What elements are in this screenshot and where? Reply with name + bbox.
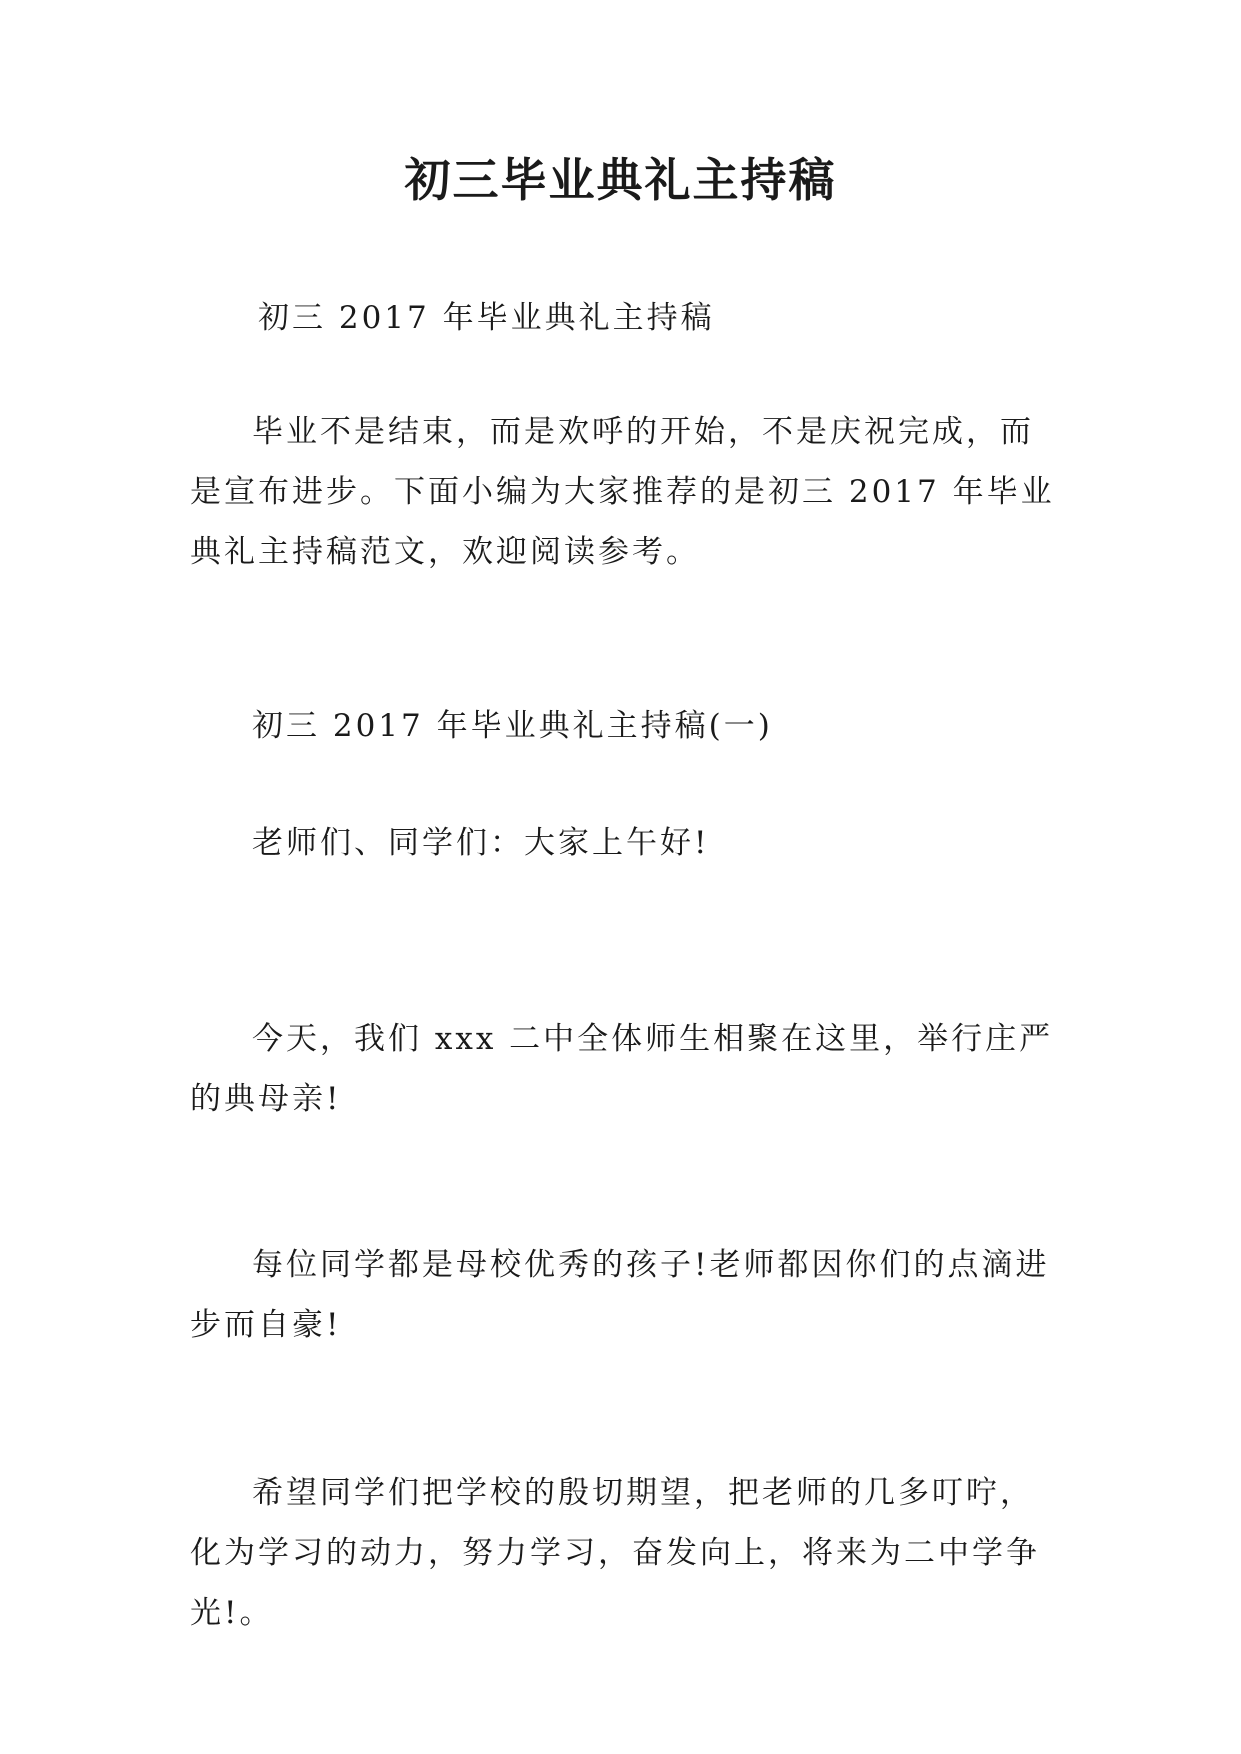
paragraph-hope: 希望同学们把学校的殷切期望，把老师的几多叮咛，化为学习的动力，努力学习，奋发向上，将来为二中学争光!。 <box>190 1475 1040 1631</box>
paragraph-intro: 毕业不是结束，而是欢呼的开始，不是庆祝完成，而是宣布进步。下面小编为大家推荐的是初三 2017 年毕业典礼主持稿范文，欢迎阅读参考。 <box>190 414 1055 570</box>
document-title: 初三毕业典礼主持稿 <box>404 153 837 207</box>
section-heading: 初三 2017 年毕业典礼主持稿(一) <box>252 708 773 744</box>
paragraph-students: 每位同学都是母校优秀的孩子!老师都因你们的点滴进步而自豪! <box>190 1247 1050 1343</box>
document-subtitle: 初三 2017 年毕业典礼主持稿 <box>258 300 715 336</box>
paragraph-today: 今天，我们 xxx 二中全体师生相聚在这里，举行庄严的典母亲! <box>190 1021 1054 1117</box>
paragraph-greeting: 老师们、同学们：大家上午好! <box>252 825 710 861</box>
